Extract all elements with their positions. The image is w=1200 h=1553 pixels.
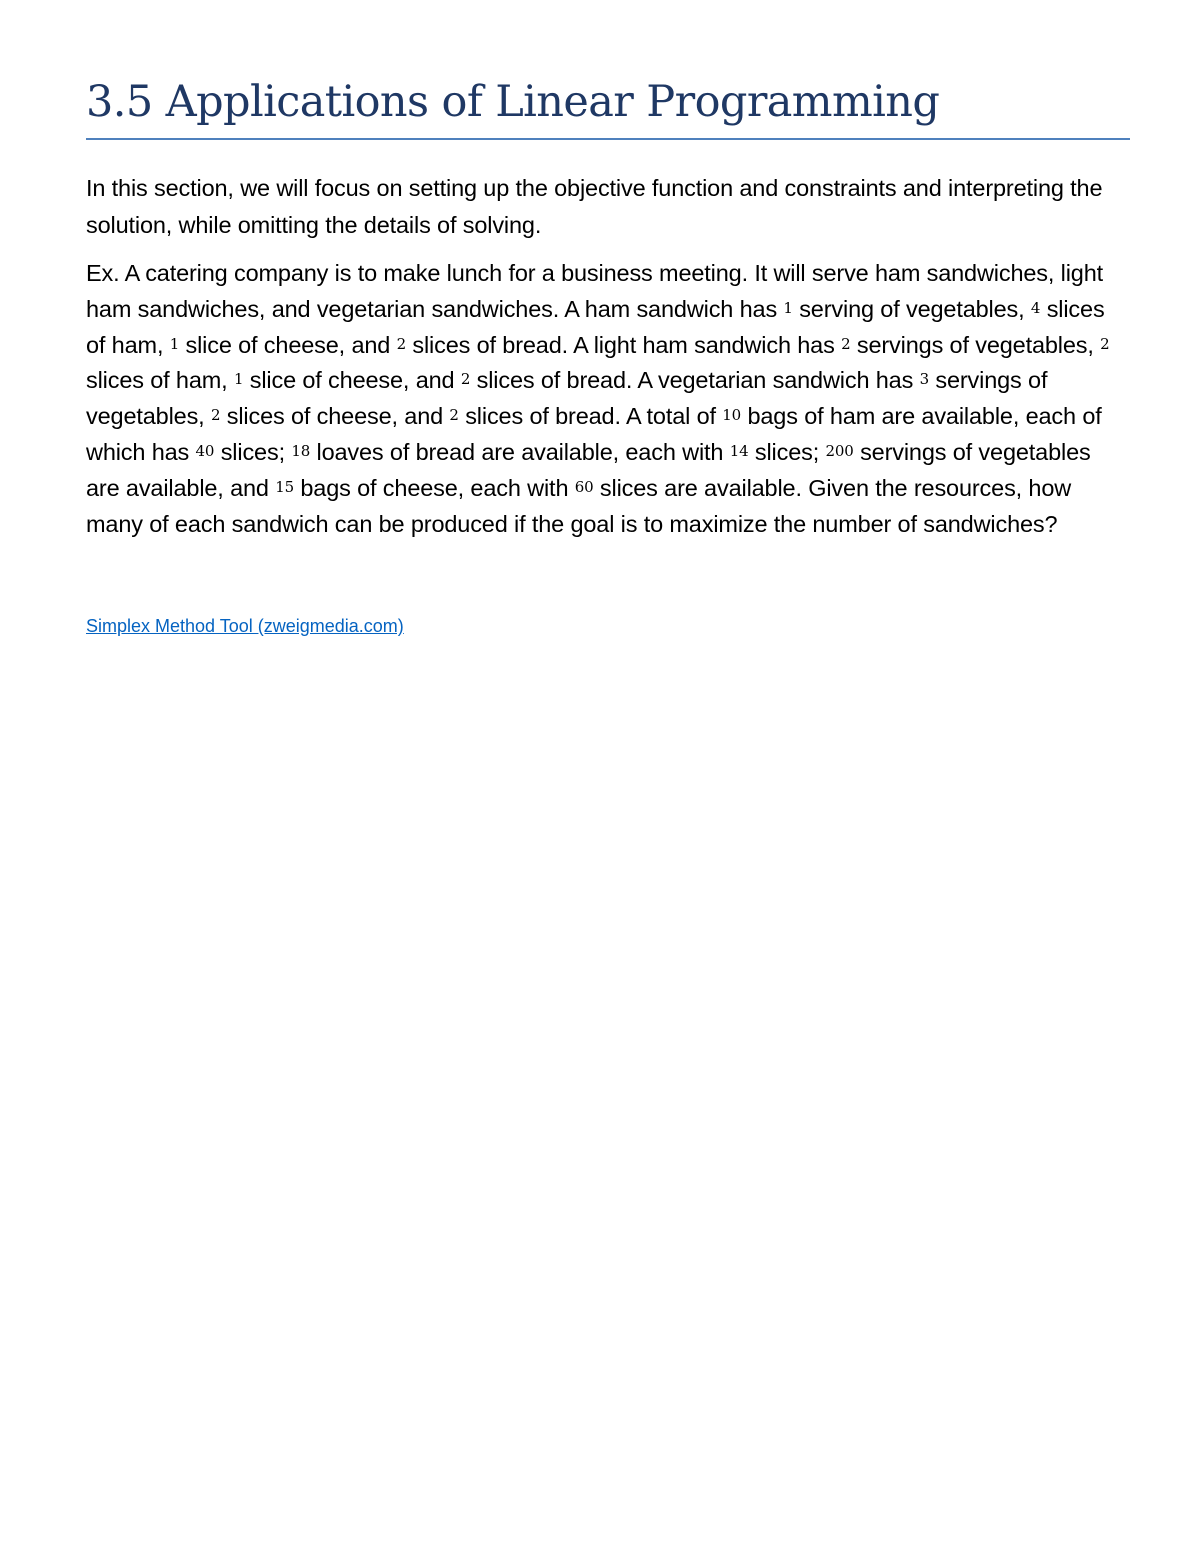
- example-text: bags of ham are available, each of which has: [86, 403, 1102, 465]
- example-number: 1: [233, 370, 244, 389]
- example-number: 2: [460, 370, 471, 389]
- example-text: Ex. A catering company is to make lunch for a business meeting. It will serve ham sandwiches, light ham sandwiches, and vegetarian sandwiches. A ham sandwich has: [86, 260, 1104, 322]
- example-text: slice of cheese, and: [243, 367, 461, 394]
- example-number: 18: [291, 441, 311, 460]
- example-text: servings of vegetables,: [86, 367, 1048, 430]
- example-text: bags of cheese, each with: [294, 474, 575, 501]
- example-number: 3: [919, 370, 929, 389]
- example-text: slices of ham,: [86, 295, 1105, 358]
- example-text: slices of cheese, and: [220, 403, 450, 430]
- example-number: 14: [729, 441, 749, 460]
- example-number: 10: [722, 406, 742, 425]
- example-text: slices of ham,: [86, 367, 234, 394]
- example-paragraph: [86, 256, 1126, 542]
- example-text: slices of bread. A total of: [458, 403, 723, 430]
- example-number: 2: [841, 334, 851, 353]
- example-text: slices;: [748, 438, 826, 465]
- example-text: servings of vegetables are available, and: [86, 438, 1091, 501]
- example-number: 60: [574, 477, 594, 496]
- intro-paragraph: In this section, we will focus on setting up the objective function and constraints and interpreting the solution, while omitting the details of solving.: [86, 175, 1103, 238]
- example-text: slices;: [214, 438, 292, 465]
- example-number: 40: [195, 441, 215, 460]
- example-text: slices of bread. A vegetarian sandwich has: [470, 367, 920, 394]
- example-number: 1: [169, 334, 180, 353]
- example-number: 2: [210, 406, 221, 425]
- example-number: 2: [1100, 334, 1110, 353]
- example-number: 2: [396, 334, 406, 353]
- example-text: loaves of bread are available, each with: [310, 438, 730, 465]
- example-number: 15: [275, 477, 294, 496]
- simplex-method-tool-link[interactable]: Simplex Method Tool (zweigmedia.com): [86, 616, 404, 636]
- example-text: servings of vegetables,: [850, 331, 1101, 358]
- example-text: slice of cheese, and: [179, 331, 397, 358]
- example-number: 4: [1030, 298, 1041, 317]
- example-text: slices are available. Given the resources, how many of each sandwich can be produced if the goal is to maximize the number of sandwiches?: [86, 474, 1072, 537]
- example-number: 200: [825, 441, 854, 460]
- example-number: 1: [783, 298, 793, 317]
- example-text: slices of bread. A light ham sandwich has: [406, 331, 842, 358]
- example-text: serving of vegetables,: [792, 295, 1031, 322]
- heading-underline: [86, 138, 1130, 140]
- example-number: 2: [449, 406, 459, 425]
- section-heading: 3.5 Applications of Linear Programming: [86, 77, 940, 127]
